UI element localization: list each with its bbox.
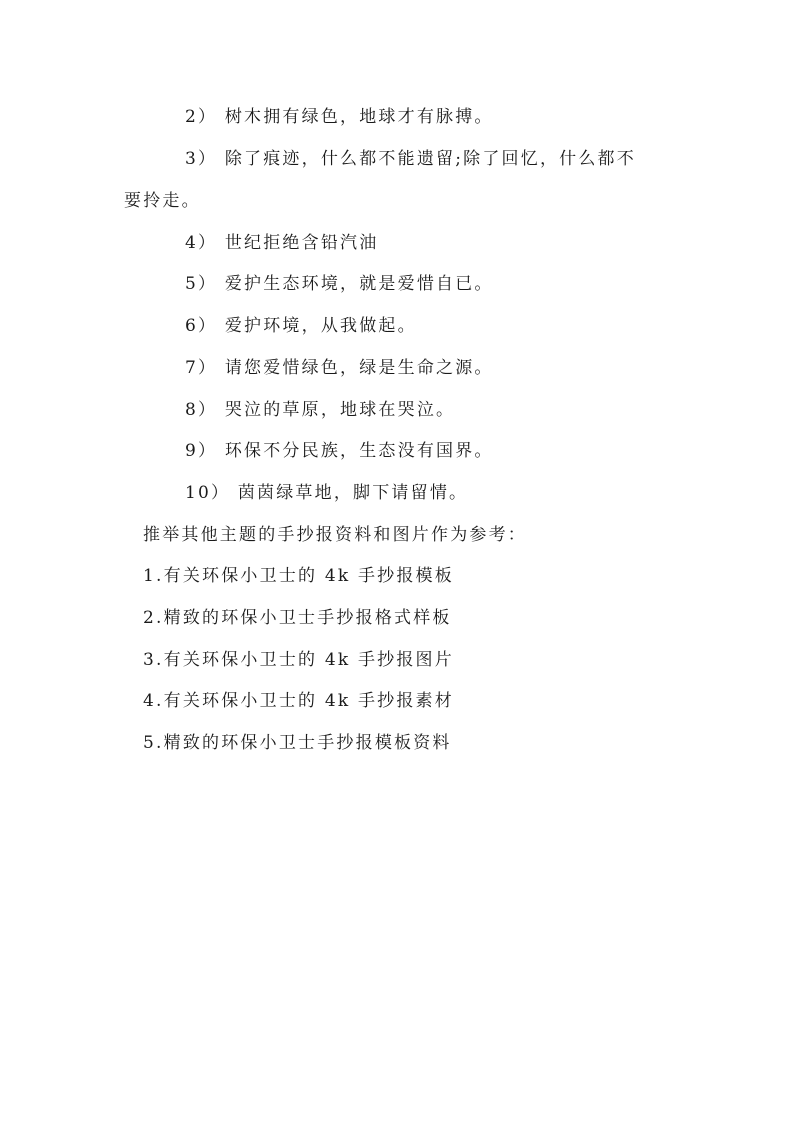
- recommend-item-1[interactable]: 1.有关环保小卫士的 4k 手抄报模板: [143, 566, 454, 586]
- slogan-3-continuation: 要拎走。: [124, 191, 201, 211]
- recommend-item-4[interactable]: 4.有关环保小卫士的 4k 手抄报素材: [143, 691, 454, 711]
- slogan-10: 10） 茵茵绿草地，脚下请留情。: [185, 483, 469, 503]
- slogan-9: 9） 环保不分民族，生态没有国界。: [185, 441, 494, 461]
- slogan-3: 3） 除了痕迹，什么都不能遗留;除了回忆，什么都不: [185, 149, 636, 169]
- recommend-heading: 推举其他主题的手抄报资料和图片作为参考：: [143, 525, 527, 545]
- recommend-item-5[interactable]: 5.精致的环保小卫士手抄报模板资料: [143, 733, 452, 753]
- recommend-item-3[interactable]: 3.有关环保小卫士的 4k 手抄报图片: [143, 650, 454, 670]
- slogan-5: 5） 爱护生态环境，就是爱惜自已。: [185, 274, 494, 294]
- slogan-2: 2） 树木拥有绿色，地球才有脉搏。: [185, 107, 494, 127]
- slogan-6: 6） 爱护环境，从我做起。: [185, 316, 417, 336]
- recommend-item-2[interactable]: 2.精致的环保小卫士手抄报格式样板: [143, 608, 452, 628]
- slogan-8: 8） 哭泣的草原，地球在哭泣。: [185, 400, 456, 420]
- slogan-7: 7） 请您爱惜绿色，绿是生命之源。: [185, 358, 494, 378]
- slogan-4: 4） 世纪拒绝含铅汽油: [185, 233, 379, 253]
